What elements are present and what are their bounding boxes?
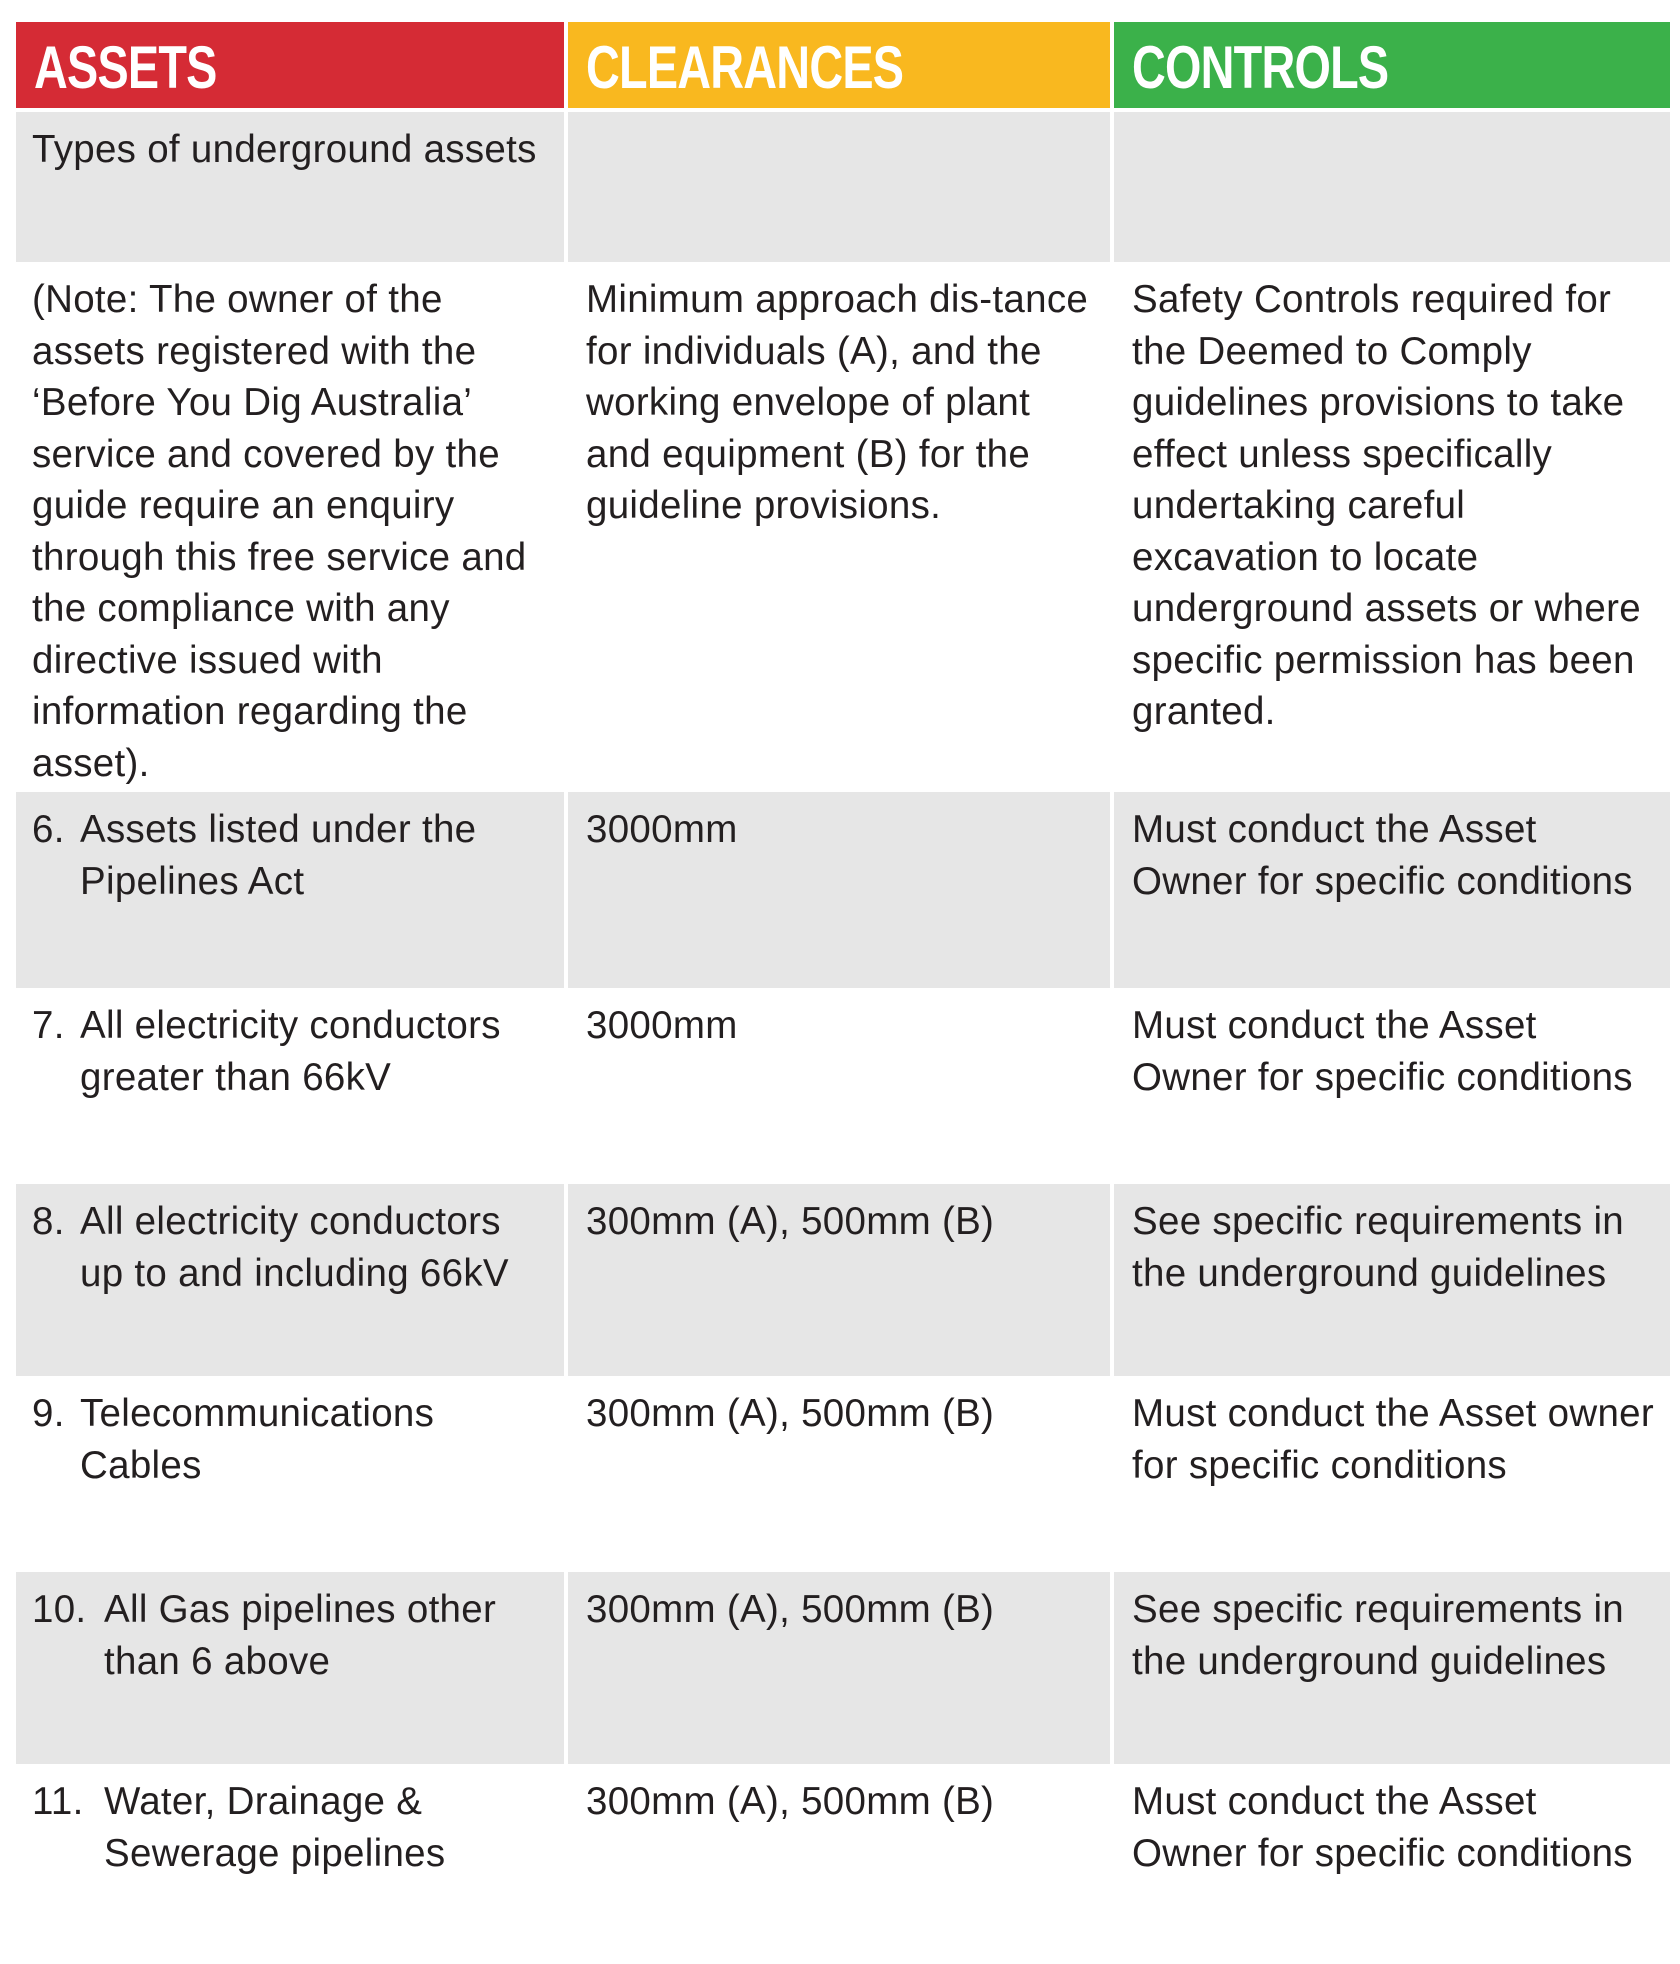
asset-name: Assets listed under the Pipelines Act xyxy=(80,808,477,903)
asset-cell xyxy=(16,1376,564,1572)
clearance-value: 3000mm xyxy=(568,988,1110,1184)
clearance-value: 300mm (A), 500mm (B) xyxy=(568,1572,1110,1764)
clearance-value: 3000mm xyxy=(568,792,1110,988)
note-text: (Note: The owner of the assets registered with the ‘Before You Dig Australia’ service and covered by the guide require an enquiry through this free service and the compliance with any directive issued with information regarding the asset). xyxy=(16,262,564,792)
table-row xyxy=(16,792,1670,988)
table-row xyxy=(16,988,1670,1184)
control-text: Must conduct the Asset owner for specific conditions xyxy=(1114,1376,1670,1572)
item-number: 10. xyxy=(32,1588,87,1631)
control-text: Must conduct the Asset Owner for specific conditions xyxy=(1114,792,1670,988)
asset-cell xyxy=(16,1572,564,1764)
clearance-value: 300mm (A), 500mm (B) xyxy=(568,1764,1110,1964)
clearance-value: 300mm (A), 500mm (B) xyxy=(568,1376,1110,1572)
asset-cell xyxy=(16,1184,564,1376)
types-label: Types of underground assets xyxy=(16,112,564,262)
control-text: Must conduct the Asset Owner for specific conditions xyxy=(1114,1764,1670,1964)
item-number: 11. xyxy=(32,1780,84,1823)
asset-name: Water, Drainage & Sewerage pipelines xyxy=(104,1780,446,1875)
header-assets: ASSETS xyxy=(16,22,564,108)
asset-name: All Gas pipelines other than 6 above xyxy=(104,1588,497,1683)
header-clearances: CLEARANCES xyxy=(568,22,1110,108)
asset-cell xyxy=(16,988,564,1184)
control-text: Must conduct the Asset Owner for specific conditions xyxy=(1114,988,1670,1184)
control-text: See specific requirements in the underground guidelines xyxy=(1114,1184,1670,1376)
controls-description: Safety Controls required for the Deemed to Comply guidelines provisions to take effect unless specifically undertaking careful excavation to locate underground assets or where specific permission has been granted. xyxy=(1114,262,1670,792)
table-row xyxy=(16,1184,1670,1376)
table-row xyxy=(16,108,1670,262)
asset-cell xyxy=(16,1764,564,1964)
clearance-description: Minimum approach dis-tance for individuals (A), and the working envelope of plant and equipment (B) for the guideline provisions. xyxy=(568,262,1110,792)
table-row xyxy=(16,262,1670,792)
asset-cell xyxy=(16,792,564,988)
asset-name: All electricity conductors up to and including 66kV xyxy=(80,1200,509,1295)
asset-name: All electricity conductors greater than 66kV xyxy=(80,1004,501,1099)
clearance-value: 300mm (A), 500mm (B) xyxy=(568,1184,1110,1376)
item-number: 9. xyxy=(32,1392,65,1435)
table-row xyxy=(16,1764,1670,1964)
control-text: See specific requirements in the underground guidelines xyxy=(1114,1572,1670,1764)
empty-cell xyxy=(1114,112,1670,262)
table-row xyxy=(16,1572,1670,1764)
item-number: 7. xyxy=(32,1004,65,1047)
table-row xyxy=(16,1376,1670,1572)
item-number: 8. xyxy=(32,1200,65,1243)
item-number: 6. xyxy=(32,808,65,851)
asset-name: Telecommunications Cables xyxy=(80,1392,435,1487)
empty-cell xyxy=(568,112,1110,262)
header-controls: CONTROLS xyxy=(1114,22,1670,108)
asset-clearance-table xyxy=(16,22,1670,1964)
table-header xyxy=(16,22,1670,108)
